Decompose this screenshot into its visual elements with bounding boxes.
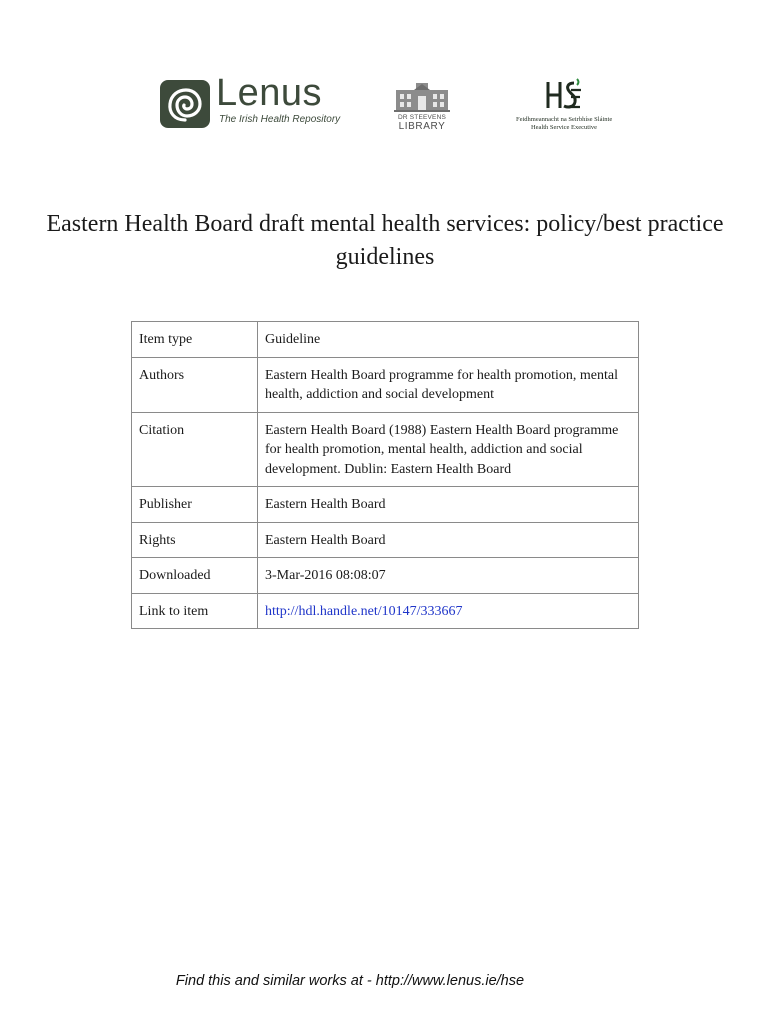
table-row: [132, 412, 639, 487]
hse-english-name: Health Service Executive: [530, 124, 598, 131]
link-to-item-cell: [258, 593, 639, 629]
library-building-icon: [394, 82, 450, 114]
hse-mark-icon: [544, 78, 584, 112]
table-row: [132, 487, 639, 523]
rights-label: Rights: [132, 522, 258, 558]
table-row: [132, 593, 639, 629]
item-handle-link[interactable]: http://hdl.handle.net/10147/333667: [265, 603, 463, 619]
authors-value: Eastern Health Board programme for health promotion, mental health, addiction and social development: [258, 357, 639, 412]
publisher-label: Publisher: [132, 487, 258, 523]
rights-value: Eastern Health Board: [258, 522, 639, 558]
citation-value: Eastern Health Board (1988) Eastern Health Board programme for health promotion, mental health, addiction and social development. Dublin: Eastern Health Board: [258, 412, 639, 487]
lenus-spiral-icon: [160, 80, 210, 128]
table-row: [132, 522, 639, 558]
steevens-library-label: LIBRARY: [398, 121, 446, 132]
item-type-label: Item type: [132, 322, 258, 358]
link-to-item-label: Link to item: [132, 593, 258, 629]
header-logos: [0, 72, 770, 138]
hse-irish-name: Feidhmeannacht na Seirbhíse Sláinte: [516, 116, 613, 123]
downloaded-label: Downloaded: [132, 558, 258, 594]
lenus-logo: [160, 72, 341, 130]
citation-label: Citation: [132, 412, 258, 487]
lenus-tagline: The Irish Health Repository: [219, 114, 341, 125]
steevens-library-logo: [394, 82, 450, 134]
publisher-value: Eastern Health Board: [258, 487, 639, 523]
lenus-wordmark: Lenus: [216, 72, 323, 114]
table-row: [132, 357, 639, 412]
item-type-value: Guideline: [258, 322, 639, 358]
document-title: Eastern Health Board draft mental health services: policy/best practice guidelines: [46, 211, 724, 270]
downloaded-value: 3-Mar-2016 08:08:07: [258, 558, 639, 594]
footer-note: Find this and similar works at - http://www.lenus.ie/hse: [175, 973, 525, 989]
authors-label: Authors: [132, 357, 258, 412]
steevens-name: DR STEEVENS: [397, 114, 447, 121]
metadata-table: [131, 321, 639, 629]
table-row: [132, 558, 639, 594]
table-row: [132, 322, 639, 358]
hse-logo: [516, 78, 616, 134]
